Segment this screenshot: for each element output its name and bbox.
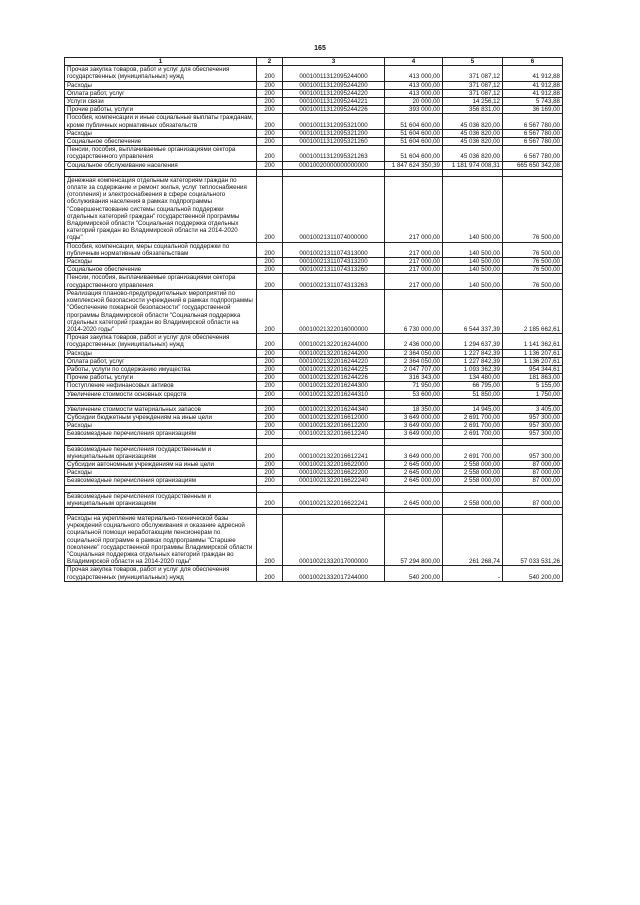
row-approved-amount: 217 000,00: [385, 266, 443, 274]
row-executed-amount: 14 256,12: [443, 98, 503, 106]
row-approved-amount: [385, 485, 443, 492]
row-approved-amount: 71 950,00: [385, 382, 443, 390]
row-name: Расходы: [65, 422, 257, 430]
row-code: 200: [257, 566, 283, 581]
row-approved-amount: 2 645 000,00: [385, 469, 443, 477]
row-approved-amount: [385, 169, 443, 176]
row-classification-code: 00010011312095244221: [283, 98, 385, 106]
table-row: [65, 129, 563, 137]
row-executed-amount: 2 558 000,00: [443, 460, 503, 468]
row-code: 200: [257, 146, 283, 161]
table-row: [65, 374, 563, 382]
row-code: 200: [257, 66, 283, 81]
row-unexecuted-amount: 36 169,00: [503, 106, 563, 114]
row-unexecuted-amount: 3 405,00: [503, 405, 563, 413]
row-approved-amount: 2 436 000,00: [385, 334, 443, 349]
row-unexecuted-amount: 665 650 342,08: [503, 161, 563, 169]
row-name: [65, 438, 257, 445]
row-executed-amount: 140 500,00: [443, 176, 503, 242]
row-name: [65, 485, 257, 492]
table-row: [65, 106, 563, 114]
row-executed-amount: [443, 398, 503, 405]
row-name: Работы, услуги по содержанию имущества: [65, 365, 257, 373]
row-unexecuted-amount: 41 912,88: [503, 89, 563, 97]
row-approved-amount: 3 649 000,00: [385, 445, 443, 460]
table-row: [65, 485, 563, 492]
table-row: [65, 477, 563, 485]
table-row: [65, 460, 563, 468]
row-approved-amount: 540 200,00: [385, 566, 443, 581]
row-name: Поступление нефинансовых активов: [65, 382, 257, 390]
row-code: 200: [257, 413, 283, 421]
row-classification-code: 00010021322016244225: [283, 365, 385, 373]
row-unexecuted-amount: 57 033 531,26: [503, 514, 563, 565]
row-unexecuted-amount: 87 000,00: [503, 460, 563, 468]
row-classification-code: 00010011312095321260: [283, 138, 385, 146]
table-header-row: [65, 58, 563, 66]
row-classification-code: 00010021322016244226: [283, 374, 385, 382]
row-executed-amount: [443, 485, 503, 492]
row-code: 200: [257, 89, 283, 97]
row-unexecuted-amount: 2 185 662,61: [503, 289, 563, 333]
row-classification-code: 00010011312095321200: [283, 129, 385, 137]
row-unexecuted-amount: 76 500,00: [503, 266, 563, 274]
row-code: 200: [257, 334, 283, 349]
row-approved-amount: 2 047 707,00: [385, 365, 443, 373]
table-row: [65, 266, 563, 274]
row-name: Прочие работы, услуги: [65, 106, 257, 114]
row-unexecuted-amount: 41 912,88: [503, 66, 563, 81]
row-unexecuted-amount: 5 743,88: [503, 98, 563, 106]
row-unexecuted-amount: 76 500,00: [503, 242, 563, 257]
row-executed-amount: 1 294 637,39: [443, 334, 503, 349]
row-code: 200: [257, 349, 283, 357]
row-classification-code: 00010021322016244340: [283, 405, 385, 413]
row-name: Безвозмездные перечисления организациям: [65, 430, 257, 438]
row-classification-code: 00010021322016612200: [283, 422, 385, 430]
row-approved-amount: 413 000,00: [385, 81, 443, 89]
row-classification-code: 00010021322016622000: [283, 460, 385, 468]
header-col-6: 6: [503, 58, 563, 66]
row-classification-code: 00010021322016622200: [283, 469, 385, 477]
row-name: Социальное обслуживание населения: [65, 161, 257, 169]
row-name: Субсидии бюджетным учреждениям на иные цели: [65, 413, 257, 421]
table-row: [65, 365, 563, 373]
row-code: [257, 169, 283, 176]
row-name: [65, 398, 257, 405]
row-unexecuted-amount: 1 136 207,61: [503, 357, 563, 365]
row-unexecuted-amount: 1 136 207,61: [503, 349, 563, 357]
row-executed-amount: 2 558 000,00: [443, 492, 503, 507]
row-name: Социальное обеспечение: [65, 266, 257, 274]
row-approved-amount: 18 350,00: [385, 405, 443, 413]
row-unexecuted-amount: 6 567 780,00: [503, 114, 563, 129]
table-row: [65, 438, 563, 445]
row-classification-code: 00010011312095244220: [283, 89, 385, 97]
row-approved-amount: 6 730 000,00: [385, 289, 443, 333]
table-row: [65, 566, 563, 581]
row-classification-code: [283, 507, 385, 514]
header-col-2: 2: [257, 58, 283, 66]
row-unexecuted-amount: [503, 169, 563, 176]
row-unexecuted-amount: 76 500,00: [503, 258, 563, 266]
table-row: [65, 445, 563, 460]
row-executed-amount: 140 500,00: [443, 266, 503, 274]
budget-table: [64, 57, 563, 582]
row-name: Прочая закупка товаров, работ и услуг для обеспечения государственных (муниципальных) нужд: [65, 66, 257, 81]
row-name: Увеличение стоимости основных средств: [65, 390, 257, 398]
row-approved-amount: 2 645 000,00: [385, 477, 443, 485]
row-approved-amount: 3 649 000,00: [385, 422, 443, 430]
page-number: 165: [314, 45, 326, 52]
row-classification-code: 00010021322016244220: [283, 357, 385, 365]
row-code: 200: [257, 161, 283, 169]
table-row: [65, 161, 563, 169]
row-executed-amount: 45 036 820,00: [443, 138, 503, 146]
row-code: 200: [257, 357, 283, 365]
row-code: 200: [257, 405, 283, 413]
row-classification-code: 00010021311074313000: [283, 242, 385, 257]
row-approved-amount: 217 000,00: [385, 176, 443, 242]
row-executed-amount: 2 691 700,00: [443, 445, 503, 460]
row-executed-amount: 1 227 842,39: [443, 349, 503, 357]
table-row: [65, 274, 563, 289]
table-row: [65, 146, 563, 161]
row-code: 200: [257, 382, 283, 390]
row-unexecuted-amount: [503, 485, 563, 492]
row-unexecuted-amount: 76 500,00: [503, 274, 563, 289]
table-row: [65, 405, 563, 413]
row-executed-amount: 2 558 000,00: [443, 469, 503, 477]
row-classification-code: 00010011312095244200: [283, 81, 385, 89]
row-code: 200: [257, 422, 283, 430]
row-unexecuted-amount: 76 500,00: [503, 176, 563, 242]
row-executed-amount: 45 036 820,00: [443, 146, 503, 161]
row-classification-code: 00010021322016244200: [283, 349, 385, 357]
row-approved-amount: [385, 398, 443, 405]
row-code: 200: [257, 242, 283, 257]
header-col-5: 5: [443, 58, 503, 66]
row-code: 200: [257, 460, 283, 468]
row-unexecuted-amount: 1 750,00: [503, 390, 563, 398]
row-name: Расходы: [65, 469, 257, 477]
row-executed-amount: 261 268,74: [443, 514, 503, 565]
row-name: Прочая закупка товаров, работ и услуг для обеспечения государственных (муниципальных) нужд: [65, 334, 257, 349]
row-unexecuted-amount: 181 863,00: [503, 374, 563, 382]
row-executed-amount: 2 691 700,00: [443, 422, 503, 430]
row-unexecuted-amount: 87 000,00: [503, 477, 563, 485]
row-code: 200: [257, 266, 283, 274]
row-name: Пенсии, пособия, выплачиваемые организациями сектора государственного управления: [65, 274, 257, 289]
table-row: [65, 382, 563, 390]
table-row: [65, 390, 563, 398]
row-code: [257, 485, 283, 492]
row-unexecuted-amount: 1 141 362,61: [503, 334, 563, 349]
row-executed-amount: 356 831,00: [443, 106, 503, 114]
row-executed-amount: 1 227 842,39: [443, 357, 503, 365]
row-name: Расходы: [65, 349, 257, 357]
row-code: 200: [257, 492, 283, 507]
row-unexecuted-amount: 6 567 780,00: [503, 138, 563, 146]
row-name: Услуги связи: [65, 98, 257, 106]
row-classification-code: 00010021311074000000: [283, 176, 385, 242]
table-row: [65, 258, 563, 266]
header-col-1: 1: [65, 58, 257, 66]
row-code: 200: [257, 114, 283, 129]
row-code: 200: [257, 176, 283, 242]
row-classification-code: 00010021322016622240: [283, 477, 385, 485]
row-classification-code: 00010021332017000000: [283, 514, 385, 565]
table-row: [65, 138, 563, 146]
row-code: 200: [257, 274, 283, 289]
table-row: [65, 507, 563, 514]
row-executed-amount: 45 036 820,00: [443, 129, 503, 137]
row-name: Расходы: [65, 81, 257, 89]
row-classification-code: 00010021311074313260: [283, 266, 385, 274]
header-col-4: 4: [385, 58, 443, 66]
row-code: 200: [257, 430, 283, 438]
row-approved-amount: 217 000,00: [385, 258, 443, 266]
row-classification-code: 00010021332017244000: [283, 566, 385, 581]
table-row: [65, 81, 563, 89]
row-executed-amount: [443, 507, 503, 514]
row-approved-amount: 217 000,00: [385, 242, 443, 257]
row-approved-amount: 3 649 000,00: [385, 430, 443, 438]
table-row: [65, 413, 563, 421]
row-executed-amount: 371 087,12: [443, 89, 503, 97]
row-name: Безвозмездные перечисления государственным и муниципальным организациям: [65, 492, 257, 507]
row-name: [65, 507, 257, 514]
row-executed-amount: 2 691 700,00: [443, 413, 503, 421]
row-code: 200: [257, 477, 283, 485]
row-approved-amount: 393 000,00: [385, 106, 443, 114]
row-unexecuted-amount: 954 344,61: [503, 365, 563, 373]
row-code: 200: [257, 374, 283, 382]
table-row: [65, 242, 563, 257]
row-classification-code: 00010011312095321263: [283, 146, 385, 161]
row-code: 200: [257, 469, 283, 477]
row-executed-amount: 6 544 337,39: [443, 289, 503, 333]
table-row: [65, 357, 563, 365]
row-executed-amount: 140 500,00: [443, 242, 503, 257]
row-classification-code: 00010021322016622241: [283, 492, 385, 507]
row-code: 200: [257, 258, 283, 266]
row-approved-amount: 20 000,00: [385, 98, 443, 106]
table-row: [65, 349, 563, 357]
row-unexecuted-amount: 957 300,00: [503, 445, 563, 460]
table-row: [65, 66, 563, 81]
row-approved-amount: 51 604 600,00: [385, 129, 443, 137]
row-name: Пенсии, пособия, выплачиваемые организациями сектора государственного управления: [65, 146, 257, 161]
row-classification-code: [283, 169, 385, 176]
row-executed-amount: 66 795,00: [443, 382, 503, 390]
row-name: Социальное обеспечение: [65, 138, 257, 146]
table-row: [65, 89, 563, 97]
row-unexecuted-amount: [503, 507, 563, 514]
row-approved-amount: 51 604 600,00: [385, 138, 443, 146]
row-executed-amount: 140 500,00: [443, 274, 503, 289]
row-code: 200: [257, 138, 283, 146]
table-row: [65, 98, 563, 106]
row-approved-amount: 57 294 800,00: [385, 514, 443, 565]
row-unexecuted-amount: 5 155,00: [503, 382, 563, 390]
row-unexecuted-amount: [503, 438, 563, 445]
table-row: [65, 176, 563, 242]
row-unexecuted-amount: 957 300,00: [503, 430, 563, 438]
row-executed-amount: 14 945,00: [443, 405, 503, 413]
row-approved-amount: 51 604 600,00: [385, 146, 443, 161]
row-executed-amount: 134 480,00: [443, 374, 503, 382]
row-code: 200: [257, 81, 283, 89]
table-row: [65, 289, 563, 333]
row-unexecuted-amount: 87 000,00: [503, 469, 563, 477]
table-row: [65, 422, 563, 430]
row-name: Пособия, компенсации и иные социальные выплаты гражданам, кроме публичных нормативных обязательств: [65, 114, 257, 129]
row-executed-amount: 45 036 820,00: [443, 114, 503, 129]
row-name: Безвозмездные перечисления государственным и муниципальным организациям: [65, 445, 257, 460]
table-row: [65, 334, 563, 349]
row-classification-code: 00010021322016000000: [283, 289, 385, 333]
table-row: [65, 514, 563, 565]
table-row: [65, 169, 563, 176]
table-row: [65, 398, 563, 405]
row-name: Оплата работ, услуг: [65, 89, 257, 97]
table-body: [65, 66, 563, 582]
row-approved-amount: 2 645 000,00: [385, 492, 443, 507]
row-classification-code: 00010021311074313200: [283, 258, 385, 266]
row-classification-code: 00010020000000000000: [283, 161, 385, 169]
row-name: Субсидии автономным учреждениям на иные цели: [65, 460, 257, 468]
row-classification-code: 00010011312095244000: [283, 66, 385, 81]
row-code: 200: [257, 98, 283, 106]
row-approved-amount: 1 847 624 350,39: [385, 161, 443, 169]
row-name: Расходы: [65, 129, 257, 137]
table-row: [65, 114, 563, 129]
row-executed-amount: 2 558 000,00: [443, 477, 503, 485]
row-code: [257, 438, 283, 445]
row-unexecuted-amount: 87 000,00: [503, 492, 563, 507]
row-approved-amount: 413 000,00: [385, 66, 443, 81]
row-approved-amount: 3 649 000,00: [385, 413, 443, 421]
row-approved-amount: 2 645 000,00: [385, 460, 443, 468]
row-code: 200: [257, 390, 283, 398]
row-approved-amount: 413 000,00: [385, 89, 443, 97]
row-executed-amount: 1 181 974 008,31: [443, 161, 503, 169]
row-executed-amount: -: [443, 566, 503, 581]
row-name: Прочие работы, услуги: [65, 374, 257, 382]
row-executed-amount: 371 087,12: [443, 66, 503, 81]
row-classification-code: 00010011312095321000: [283, 114, 385, 129]
row-unexecuted-amount: 6 567 780,00: [503, 129, 563, 137]
row-approved-amount: 316 343,00: [385, 374, 443, 382]
row-name: Расходы на укрепление материально-технической базы учреждений социального обслуживания и оказание адресной социальной помощи неработающим пенсионерам по социальной программе в рамках подпрограммы "Старшее поколение" государственной программы Владимирской области "Социальная поддержка отдельных категорий граждан во Владимирской области на 2014-2020 годы": [65, 514, 257, 565]
row-executed-amount: 371 087,12: [443, 81, 503, 89]
row-name: Денежная компенсация отдельным категориям граждан по оплате за содержание и ремонт жилья, услуг теплоснабжения (отопления) и электроснабжения в сфере социального обслуживания населения в рамках подпрограммы "Совершенствование системы социальной поддержки отдельных категорий граждан" государственной программы Владимирской области "Социальная поддержка отдельных категорий граждан во Владимирской области на 2014-2020 годы": [65, 176, 257, 242]
row-classification-code: 00010021322016244000: [283, 334, 385, 349]
row-classification-code: 00010021322016244310: [283, 390, 385, 398]
row-unexecuted-amount: 957 300,00: [503, 422, 563, 430]
row-code: 200: [257, 106, 283, 114]
row-name: Реализация планово-предупредительных мероприятий по комплексной безопасности учреждений в рамках подпрограммы "Обеспечение пожарной безопасности" государственной программы Владимирской области "Социальная поддержка отдельных категорий граждан во Владимирской области на 2014-2020 годы": [65, 289, 257, 333]
row-approved-amount: 2 364 050,00: [385, 357, 443, 365]
row-name: [65, 169, 257, 176]
row-classification-code: 00010021322016612000: [283, 413, 385, 421]
row-executed-amount: 2 691 700,00: [443, 430, 503, 438]
row-unexecuted-amount: [503, 398, 563, 405]
row-code: 200: [257, 514, 283, 565]
row-classification-code: [283, 398, 385, 405]
row-executed-amount: 140 500,00: [443, 258, 503, 266]
row-executed-amount: [443, 438, 503, 445]
row-unexecuted-amount: 957 300,00: [503, 413, 563, 421]
row-code: [257, 398, 283, 405]
row-name: Пособия, компенсации, меры социальной поддержки по публичным нормативным обязательствам: [65, 242, 257, 257]
row-unexecuted-amount: 41 912,88: [503, 81, 563, 89]
row-code: 200: [257, 365, 283, 373]
table-row: [65, 492, 563, 507]
row-unexecuted-amount: 540 200,00: [503, 566, 563, 581]
row-classification-code: [283, 438, 385, 445]
row-approved-amount: 2 364 050,00: [385, 349, 443, 357]
row-approved-amount: 53 600,00: [385, 390, 443, 398]
row-executed-amount: 1 093 362,39: [443, 365, 503, 373]
table-row: [65, 469, 563, 477]
row-name: Увеличение стоимости материальных запасов: [65, 405, 257, 413]
row-classification-code: 00010021322016244300: [283, 382, 385, 390]
row-name: Безвозмездные перечисления организациям: [65, 477, 257, 485]
row-approved-amount: [385, 438, 443, 445]
row-name: Расходы: [65, 258, 257, 266]
row-classification-code: 00010021322016612240: [283, 430, 385, 438]
row-code: 200: [257, 289, 283, 333]
row-classification-code: 00010021311074313263: [283, 274, 385, 289]
row-name: Оплата работ, услуг: [65, 357, 257, 365]
header-col-3: 3: [283, 58, 385, 66]
row-code: [257, 507, 283, 514]
row-approved-amount: 217 000,00: [385, 274, 443, 289]
row-unexecuted-amount: 6 567 780,00: [503, 146, 563, 161]
row-executed-amount: [443, 169, 503, 176]
row-classification-code: 00010021322016612241: [283, 445, 385, 460]
row-code: 200: [257, 129, 283, 137]
table-row: [65, 430, 563, 438]
row-name: Прочая закупка товаров, работ и услуг для обеспечения государственных (муниципальных) нужд: [65, 566, 257, 581]
row-approved-amount: [385, 507, 443, 514]
row-executed-amount: 51 850,00: [443, 390, 503, 398]
row-classification-code: 00010011312095244226: [283, 106, 385, 114]
row-code: 200: [257, 445, 283, 460]
row-classification-code: [283, 485, 385, 492]
row-approved-amount: 51 604 600,00: [385, 114, 443, 129]
